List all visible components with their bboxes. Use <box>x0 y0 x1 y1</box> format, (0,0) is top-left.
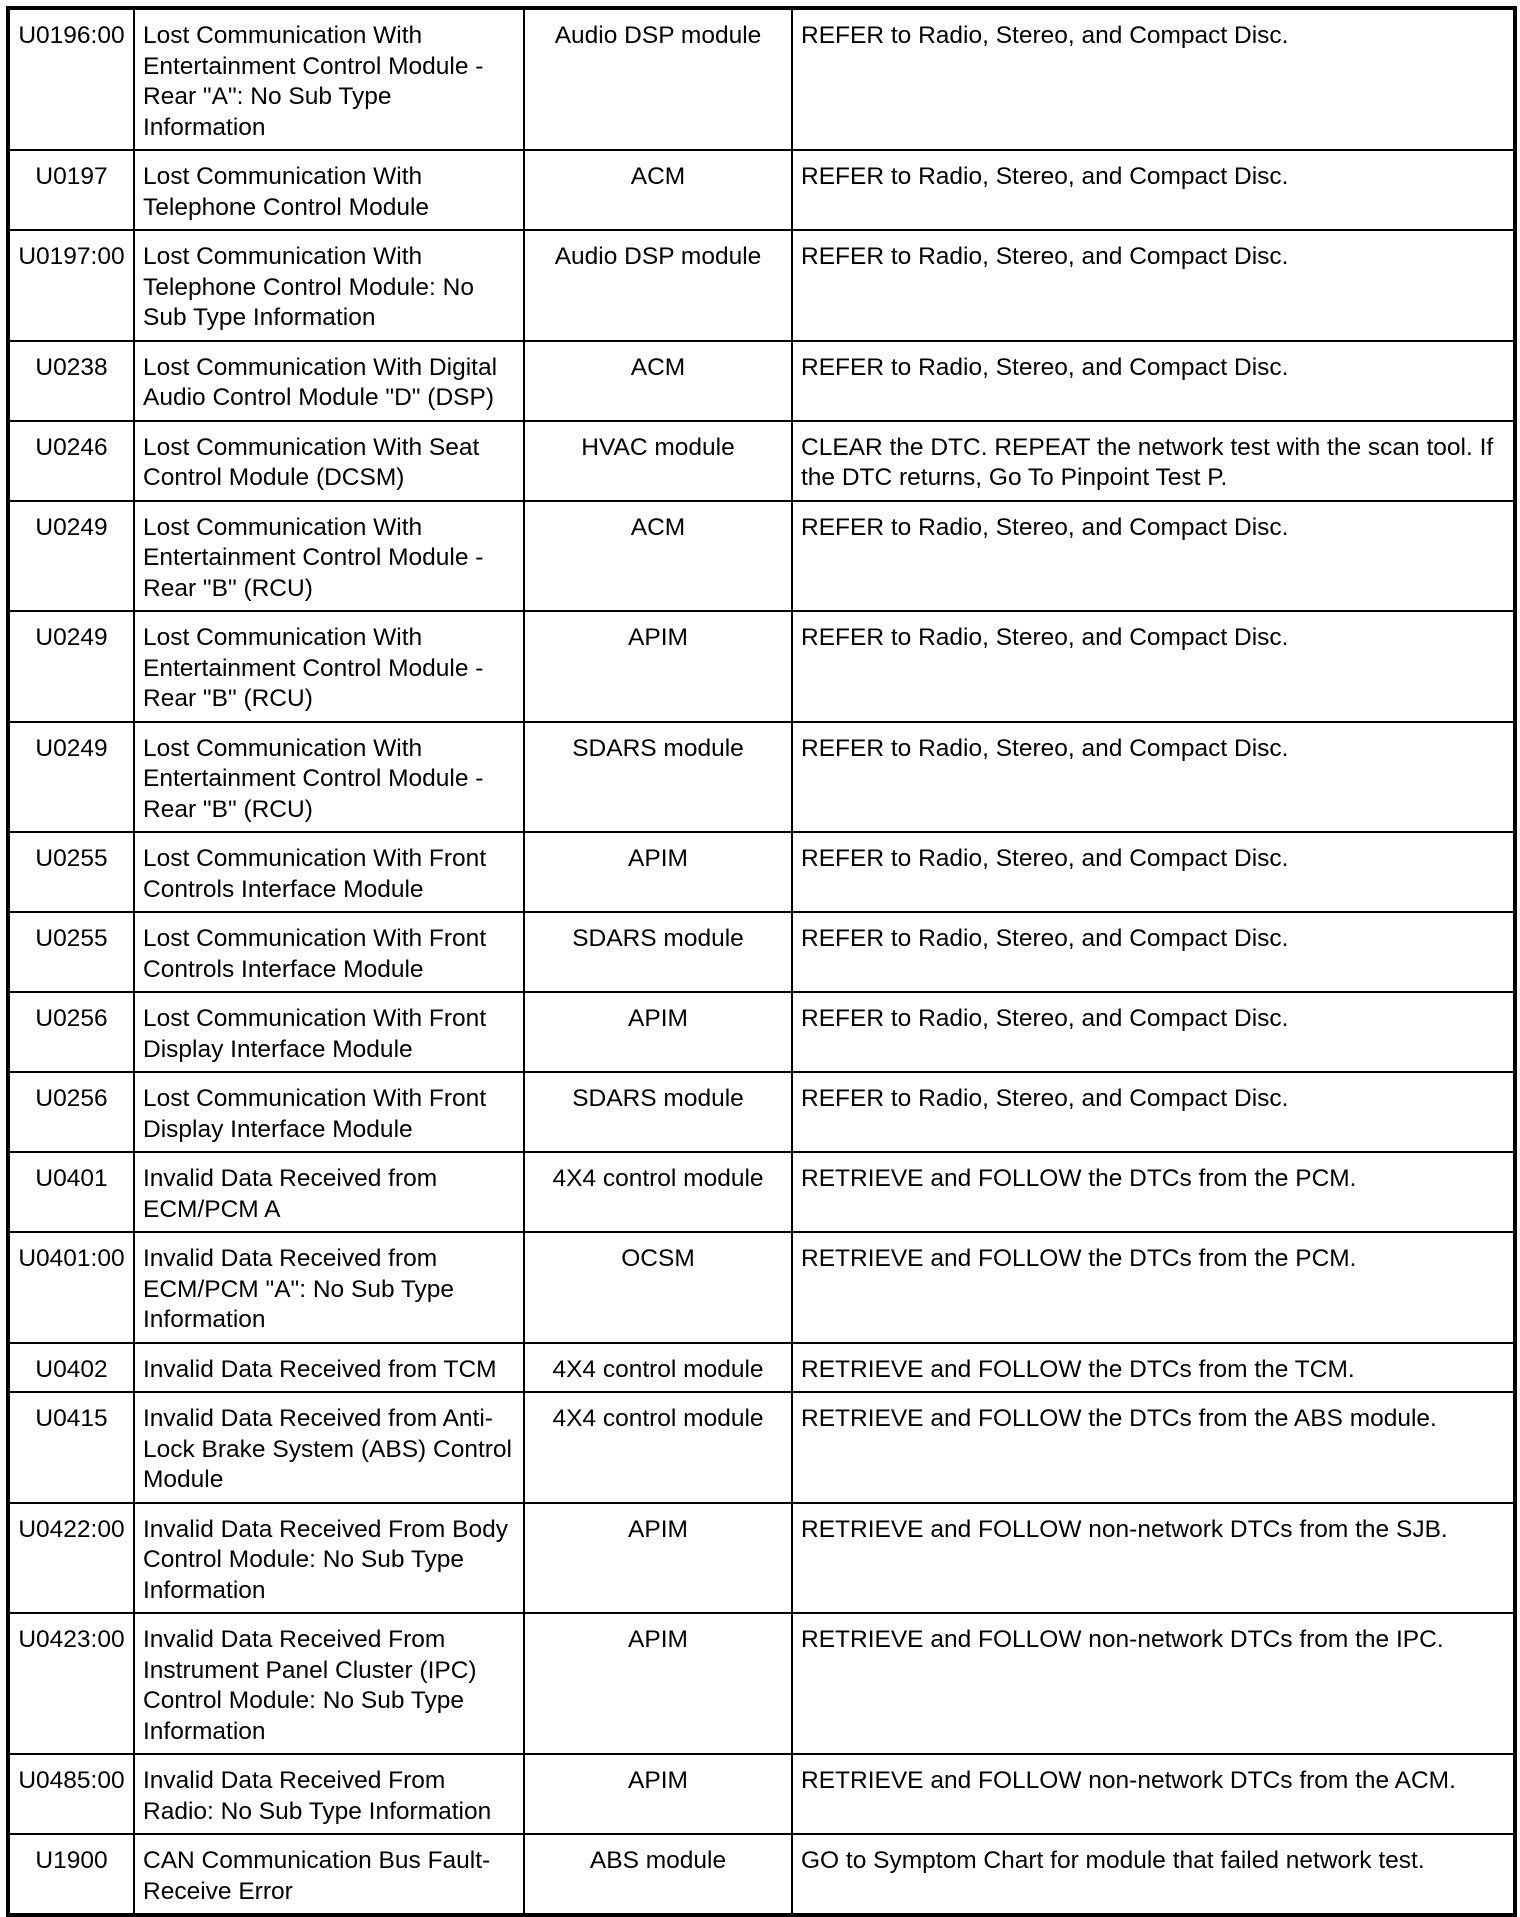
dtc-code-cell: U0249 <box>8 611 134 722</box>
action-cell: REFER to Radio, Stereo, and Compact Disc. <box>792 501 1515 612</box>
dtc-code-cell: U1900 <box>8 1834 134 1915</box>
description-cell: Lost Communication With Telephone Control Module: No Sub Type Information <box>134 230 524 341</box>
dtc-code-cell: U0255 <box>8 832 134 912</box>
dtc-code-cell: U0197 <box>8 150 134 230</box>
module-cell: SDARS module <box>524 722 792 833</box>
module-cell: ACM <box>524 150 792 230</box>
module-cell: OCSM <box>524 1232 792 1343</box>
description-cell: Lost Communication With Telephone Control Module <box>134 150 524 230</box>
action-cell: REFER to Radio, Stereo, and Compact Disc. <box>792 150 1515 230</box>
module-cell: Audio DSP module <box>524 230 792 341</box>
table-row <box>8 1072 1515 1152</box>
dtc-code-cell: U0256 <box>8 1072 134 1152</box>
action-cell: RETRIEVE and FOLLOW the DTCs from the PCM. <box>792 1232 1515 1343</box>
table-row <box>8 832 1515 912</box>
table-row <box>8 421 1515 501</box>
module-cell: HVAC module <box>524 421 792 501</box>
dtc-code-cell: U0238 <box>8 341 134 421</box>
module-cell: APIM <box>524 832 792 912</box>
module-cell: APIM <box>524 1503 792 1614</box>
action-cell: RETRIEVE and FOLLOW non-network DTCs from the ACM. <box>792 1754 1515 1834</box>
module-cell: 4X4 control module <box>524 1152 792 1232</box>
module-cell: ABS module <box>524 1834 792 1915</box>
table-row <box>8 992 1515 1072</box>
description-cell: Lost Communication With Digital Audio Control Module "D" (DSP) <box>134 341 524 421</box>
table-row <box>8 1754 1515 1834</box>
table-row <box>8 1503 1515 1614</box>
dtc-code-cell: U0196:00 <box>8 8 134 150</box>
action-cell: REFER to Radio, Stereo, and Compact Disc. <box>792 1072 1515 1152</box>
module-cell: 4X4 control module <box>524 1343 792 1393</box>
action-cell: GO to Symptom Chart for module that failed network test. <box>792 1834 1515 1915</box>
description-cell: Lost Communication With Entertainment Control Module - Rear "B" (RCU) <box>134 611 524 722</box>
action-cell: REFER to Radio, Stereo, and Compact Disc. <box>792 722 1515 833</box>
table-row <box>8 8 1515 150</box>
description-cell: Lost Communication With Entertainment Control Module - Rear "B" (RCU) <box>134 722 524 833</box>
table-row <box>8 1232 1515 1343</box>
description-cell: Invalid Data Received From Instrument Panel Cluster (IPC) Control Module: No Sub Type Information <box>134 1613 524 1754</box>
dtc-code-cell: U0401:00 <box>8 1232 134 1343</box>
action-cell: CLEAR the DTC. REPEAT the network test with the scan tool. If the DTC returns, Go To Pinpoint Test P. <box>792 421 1515 501</box>
dtc-code-cell: U0423:00 <box>8 1613 134 1754</box>
module-cell: APIM <box>524 992 792 1072</box>
description-cell: Invalid Data Received from Anti-Lock Brake System (ABS) Control Module <box>134 1392 524 1503</box>
action-cell: RETRIEVE and FOLLOW the DTCs from the ABS module. <box>792 1392 1515 1503</box>
description-cell: Invalid Data Received from ECM/PCM "A": No Sub Type Information <box>134 1232 524 1343</box>
description-cell: Invalid Data Received from ECM/PCM A <box>134 1152 524 1232</box>
table-row <box>8 341 1515 421</box>
table-row <box>8 1613 1515 1754</box>
dtc-code-cell: U0249 <box>8 501 134 612</box>
table-row <box>8 722 1515 833</box>
module-cell: ACM <box>524 341 792 421</box>
action-cell: REFER to Radio, Stereo, and Compact Disc. <box>792 8 1515 150</box>
module-cell: SDARS module <box>524 1072 792 1152</box>
description-cell: Lost Communication With Seat Control Module (DCSM) <box>134 421 524 501</box>
module-cell: ACM <box>524 501 792 612</box>
action-cell: REFER to Radio, Stereo, and Compact Disc. <box>792 912 1515 992</box>
action-cell: REFER to Radio, Stereo, and Compact Disc. <box>792 341 1515 421</box>
description-cell: Lost Communication With Entertainment Control Module - Rear "A": No Sub Type Information <box>134 8 524 150</box>
description-cell: Lost Communication With Front Display Interface Module <box>134 992 524 1072</box>
action-cell: RETRIEVE and FOLLOW non-network DTCs from the SJB. <box>792 1503 1515 1614</box>
description-cell: Invalid Data Received from TCM <box>134 1343 524 1393</box>
action-cell: RETRIEVE and FOLLOW the DTCs from the PCM. <box>792 1152 1515 1232</box>
description-cell: Lost Communication With Front Controls Interface Module <box>134 832 524 912</box>
table-row <box>8 1834 1515 1915</box>
dtc-code-cell: U0415 <box>8 1392 134 1503</box>
action-cell: RETRIEVE and FOLLOW the DTCs from the TCM. <box>792 1343 1515 1393</box>
dtc-code-cell: U0485:00 <box>8 1754 134 1834</box>
table-row <box>8 1152 1515 1232</box>
table-row <box>8 611 1515 722</box>
action-cell: REFER to Radio, Stereo, and Compact Disc. <box>792 832 1515 912</box>
action-cell: REFER to Radio, Stereo, and Compact Disc. <box>792 611 1515 722</box>
module-cell: SDARS module <box>524 912 792 992</box>
description-cell: Lost Communication With Entertainment Control Module - Rear "B" (RCU) <box>134 501 524 612</box>
dtc-code-cell: U0402 <box>8 1343 134 1393</box>
description-cell: Lost Communication With Front Controls Interface Module <box>134 912 524 992</box>
table-row <box>8 912 1515 992</box>
description-cell: Invalid Data Received From Body Control Module: No Sub Type Information <box>134 1503 524 1614</box>
table-row <box>8 1343 1515 1393</box>
module-cell: 4X4 control module <box>524 1392 792 1503</box>
action-cell: REFER to Radio, Stereo, and Compact Disc. <box>792 230 1515 341</box>
dtc-code-cell: U0249 <box>8 722 134 833</box>
table-row <box>8 230 1515 341</box>
table-row <box>8 501 1515 612</box>
module-cell: Audio DSP module <box>524 8 792 150</box>
dtc-code-cell: U0197:00 <box>8 230 134 341</box>
description-cell: Lost Communication With Front Display Interface Module <box>134 1072 524 1152</box>
dtc-code-cell: U0401 <box>8 1152 134 1232</box>
dtc-code-cell: U0255 <box>8 912 134 992</box>
module-cell: APIM <box>524 611 792 722</box>
dtc-code-cell: U0422:00 <box>8 1503 134 1614</box>
description-cell: CAN Communication Bus Fault-Receive Error <box>134 1834 524 1915</box>
dtc-code-cell: U0246 <box>8 421 134 501</box>
action-cell: REFER to Radio, Stereo, and Compact Disc. <box>792 992 1515 1072</box>
dtc-table-body <box>8 8 1515 1915</box>
table-row <box>8 150 1515 230</box>
description-cell: Invalid Data Received From Radio: No Sub Type Information <box>134 1754 524 1834</box>
module-cell: APIM <box>524 1754 792 1834</box>
action-cell: RETRIEVE and FOLLOW non-network DTCs from the IPC. <box>792 1613 1515 1754</box>
module-cell: APIM <box>524 1613 792 1754</box>
dtc-code-cell: U0256 <box>8 992 134 1072</box>
table-row <box>8 1392 1515 1503</box>
dtc-table <box>6 6 1517 1917</box>
